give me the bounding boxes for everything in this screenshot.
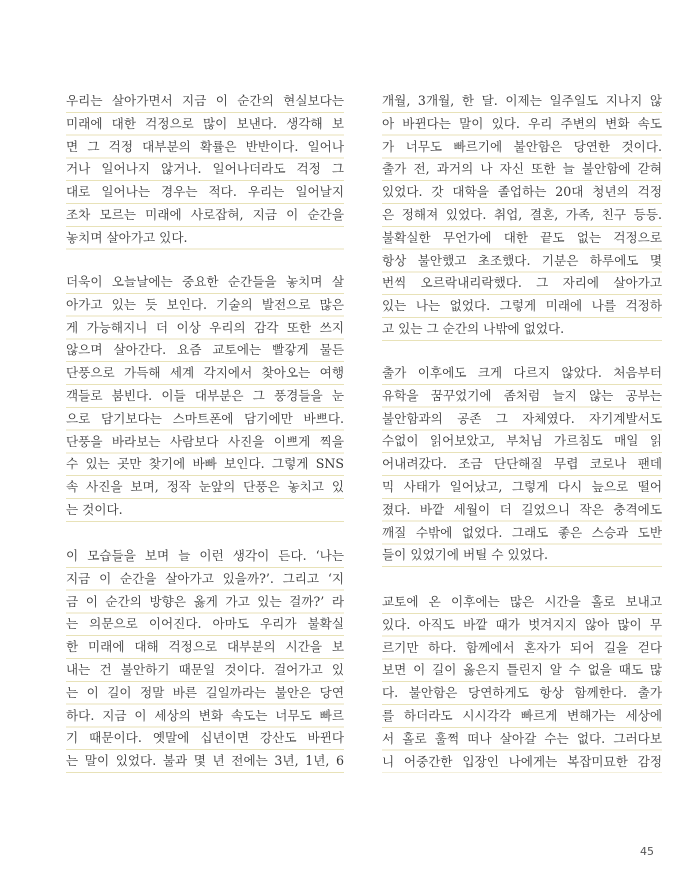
text-line: 않으며 살아간다. 요즘 교토에는 빨갛게 물든 (66, 342, 344, 358)
text-line: 는 이 길이 정말 바른 길일까라는 불안은 당연 (66, 684, 344, 700)
text-line: 니 어중간한 입장인 나에게는 복잡미묘한 감정 (382, 753, 662, 769)
text-line: 수없이 읽어보았고, 부처님 가르침도 매일 읽 (382, 433, 662, 449)
text-line: 있었다. 갓 대학을 졸업하는 20대 청년의 걱정 (382, 184, 662, 200)
text-line: 미래에 대한 걱정으로 많이 보낸다. 생각해 보 (66, 115, 344, 131)
text-line: 는 것이다. (66, 501, 123, 517)
text-line: 들이 있었기에 버틸 수 있었다. (382, 547, 549, 563)
text-line: 믹 사태가 일어났고, 그렇게 다시 늪으로 떨어 (382, 478, 662, 494)
text-line: 은 정해져 있었다. 취업, 결혼, 가족, 친구 등등. (382, 206, 662, 222)
text-line: 번씩 오르락내리락했다. 그 자리에 살아가고 (382, 275, 662, 291)
text-line: 단풍을 바라보는 사람보다 사진을 이쁘게 찍을 (66, 433, 344, 449)
text-line: 어내려갔다. 조금 단단해질 무렵 코로나 팬데 (382, 456, 662, 472)
text-line: 한 미래에 대해 걱정으로 대부분의 시간을 보 (66, 639, 344, 655)
text-line: 깨질 수밖에 없었다. 그래도 좋은 스승과 도반 (382, 524, 662, 540)
text-line: 를 하더라도 시시각각 빠르게 변해가는 세상에 (382, 707, 662, 723)
text-line: 서 홀로 훌쩍 떠나 살아갈 수는 없다. 그러다보 (382, 730, 662, 746)
text-line: 교토에 온 이후에는 많은 시간을 홀로 보내고 (382, 594, 662, 609)
text-line: 다. 불안함은 당연하게도 항상 함께한다. 출가 (382, 685, 662, 701)
text-line: 대로 일어나는 경우는 적다. 우리는 일어날지 (66, 184, 344, 200)
text-line: 단풍으로 가득해 세계 각지에서 찾아오는 여행 (66, 365, 344, 381)
text-line: 속 사진을 보며, 정작 눈앞의 단풍은 놓치고 있 (66, 479, 344, 495)
text-line: 불안함과의 공존 그 자체였다. 자기계발서도 (382, 410, 662, 426)
text-line: 출가 전, 과거의 나 자신 또한 늘 불안함에 갇혀 (382, 161, 662, 177)
paragraph (382, 591, 662, 773)
text-line: 는 말이 있었다. 불과 몇 년 전에는 3년, 1년, 6 (66, 753, 344, 769)
text-line: 유학을 꿈꾸었기에 좀처럼 늘지 않는 공부는 (382, 387, 662, 403)
text-line: 항상 불안했고 초조했다. 기분은 하루에도 몇 (382, 252, 662, 268)
text-line: 수 있는 곳만 찾기에 바빠 보인다. 그렇게 SNS (66, 456, 344, 472)
text-line: 개월, 3개월, 한 달. 이제는 일주일도 지나지 않 (382, 93, 662, 108)
paragraph (66, 545, 344, 773)
text-line: 내는 건 불안하기 때문일 것이다. 걸어가고 있 (66, 661, 344, 677)
text-line: 출가 이후에도 크게 다르지 않았다. 처음부터 (382, 365, 662, 380)
text-line: 보면 이 길이 옳은지 틀린지 알 수 없을 때도 많 (382, 662, 662, 678)
page-number: 45 (640, 845, 654, 858)
text-line: 있다. 아직도 바깥 때가 벗겨지지 않아 많이 무 (382, 616, 662, 632)
text-line: 게 가능해지니 더 이상 우리의 감각 또한 쓰지 (66, 319, 344, 335)
text-line: 있는 나는 없었다. 그렇게 미래에 나를 걱정하 (382, 298, 662, 314)
text-line: 금 이 순간의 방향은 옳게 가고 있는 걸까?’ 라 (66, 593, 344, 609)
text-line: 르기만 하다. 함께에서 혼자가 되어 길을 걷다 (382, 639, 662, 655)
text-line: 으로 담기보다는 스마트폰에 담기에만 바쁘다. (66, 410, 344, 426)
text-line: 면 그 걱정 대부분의 확률은 반반이다. 일어나 (66, 138, 344, 154)
text-line: 불확실한 무언가에 대한 끝도 없는 걱정으로 (382, 229, 662, 245)
text-line: 는 의문으로 이어진다. 아마도 우리가 불확실 (66, 616, 344, 632)
paragraph (382, 90, 662, 341)
text-line: 가 너무도 빠르기에 불안함은 당연한 것이다. (382, 138, 662, 154)
text-line: 지금 이 순간을 살아가고 있을까?’. 그리고 ‘지 (66, 570, 344, 586)
text-line: 하다. 지금 이 세상의 변화 속도는 너무도 빠르 (66, 707, 344, 723)
text-line: 졌다. 바깥 세월이 더 길었으니 작은 충격에도 (382, 501, 662, 517)
text-line: 기 때문이다. 옛말에 십년이면 강산도 바뀐다 (66, 730, 344, 746)
text-line: 거나 일어나지 않거나. 일어나더라도 걱정 그 (66, 161, 344, 177)
paragraph (66, 271, 344, 522)
text-line: 객들로 붐빈다. 이들 대부분은 그 풍경들을 눈 (66, 387, 344, 403)
paragraph (66, 90, 344, 250)
text-line: 아가고 있는 듯 보인다. 기술의 발전으로 많은 (66, 296, 344, 312)
paragraph (382, 362, 662, 567)
text-line: 고 있는 그 순간의 나밖에 없었다. (382, 320, 565, 336)
text-line: 조차 모르는 미래에 사로잡혀, 지금 이 순간을 (66, 206, 344, 222)
text-line: 더욱이 오늘날에는 중요한 순간들을 놓치며 살 (66, 274, 344, 289)
text-line: 놓치며 살아가고 있다. (66, 229, 188, 245)
text-line: 이 모습들을 보며 늘 이런 생각이 든다. ‘나는 (66, 548, 344, 563)
text-line: 아 바뀐다는 말이 있다. 우리 주변의 변화 속도 (382, 115, 662, 131)
text-line: 우리는 살아가면서 지금 이 순간의 현실보다는 (66, 93, 344, 108)
